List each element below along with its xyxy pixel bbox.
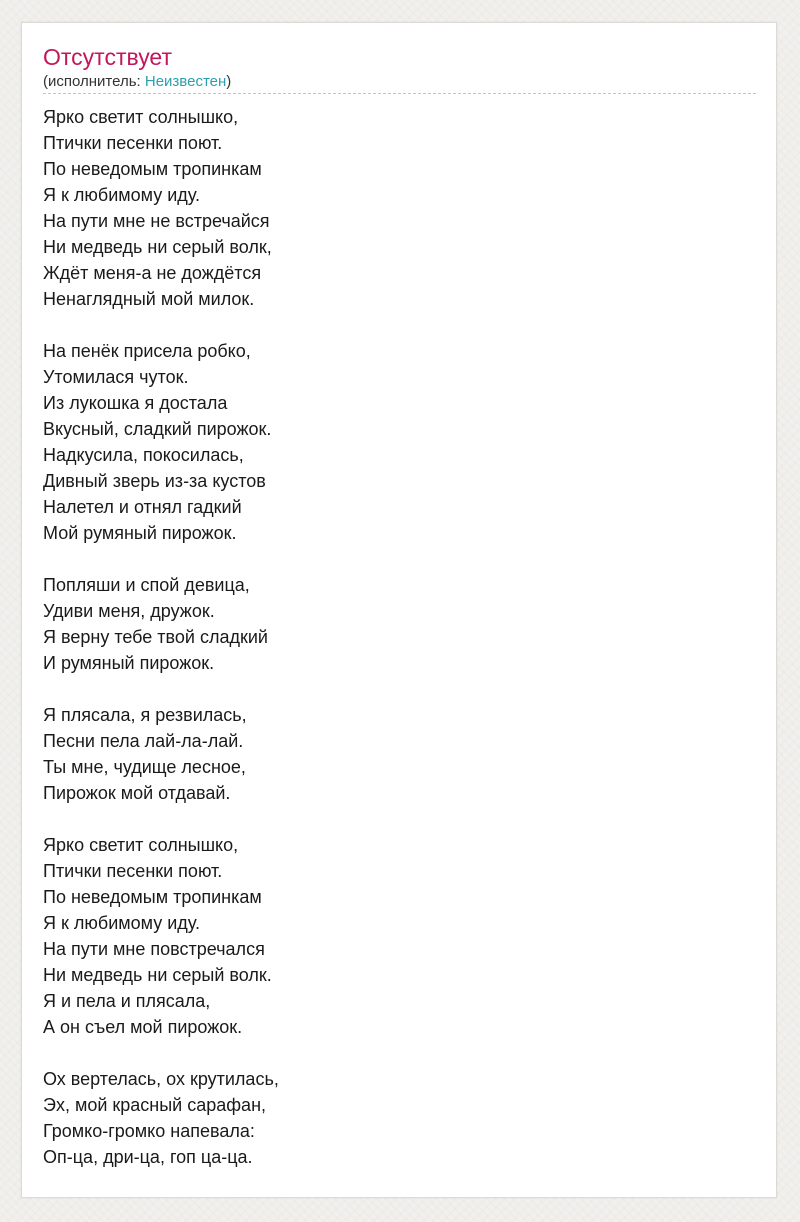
- lyrics-line: Птички песенки поют.: [43, 861, 223, 881]
- lyrics-line: Я и пела и плясала,: [43, 991, 211, 1011]
- lyrics-line: На пенёк присела робко,: [43, 341, 251, 361]
- lyrics-line: А он съел мой пирожок.: [43, 1017, 243, 1037]
- lyrics-line: Ненаглядный мой милок.: [43, 289, 255, 309]
- lyrics-line: Пирожок мой отдавай.: [43, 783, 231, 803]
- lyrics-line: Удиви меня, дружок.: [43, 601, 215, 621]
- lyrics-line: Я плясала, я резвилась,: [43, 705, 247, 725]
- lyrics-stanza: [43, 702, 743, 806]
- lyrics-line: Ждёт меня-а не дождётся: [43, 263, 262, 283]
- lyrics-line: И румяный пирожок.: [43, 653, 215, 673]
- artist-link[interactable]: Неизвестен: [144, 73, 227, 90]
- lyrics-stanza: [43, 338, 743, 546]
- lyrics-line: Из лукошка я достала: [43, 393, 228, 413]
- lyrics-line: Ярко светит солнышко,: [43, 107, 239, 127]
- lyrics-line: Я к любимому иду.: [43, 185, 200, 205]
- title-divider: [43, 93, 756, 94]
- lyrics-stanza: [43, 104, 743, 312]
- lyrics-line: Я верну тебе твой сладкий: [43, 627, 268, 647]
- lyrics-line: Попляши и спой девица,: [43, 575, 250, 595]
- lyrics-line: По неведомым тропинкам: [43, 159, 262, 179]
- lyrics-line: Надкусила, покосилась,: [43, 445, 244, 465]
- lyrics-line: Налетел и отнял гадкий: [43, 497, 242, 517]
- lyrics-line: Птички песенки поют.: [43, 133, 223, 153]
- lyrics-line: Оп-ца, дри-ца, гоп ца-ца.: [43, 1147, 253, 1167]
- lyrics-line: Ты мне, чудище лесное,: [43, 757, 246, 777]
- artist-prefix: (исполнитель:: [43, 73, 145, 90]
- lyrics-line: Ох вертелась, ох крутилась,: [43, 1069, 279, 1089]
- lyrics-line: Громко-громко напевала:: [43, 1121, 255, 1141]
- lyrics-line: Мой румяный пирожок.: [43, 523, 237, 543]
- lyrics-body: [43, 104, 743, 1196]
- lyrics-line: Ярко светит солнышко,: [43, 835, 239, 855]
- lyrics-line: Песни пела лай-ла-лай.: [43, 731, 244, 751]
- lyrics-stanza: [43, 832, 743, 1040]
- lyrics-line: Дивный зверь из-за кустов: [43, 471, 266, 491]
- lyrics-card: [21, 22, 777, 1198]
- lyrics-line: Эх, мой красный сарафан,: [43, 1095, 267, 1115]
- lyrics-line: На пути мне повстречался: [43, 939, 265, 959]
- artist-suffix: ): [226, 73, 232, 90]
- lyrics-line: Утомилася чуток.: [43, 367, 189, 387]
- lyrics-line: По неведомым тропинкам: [43, 887, 262, 907]
- lyrics-line: Я к любимому иду.: [43, 913, 200, 933]
- lyrics-stanza: [43, 572, 743, 676]
- lyrics-line: Ни медведь ни серый волк.: [43, 965, 272, 985]
- lyrics-stanza: [43, 1066, 743, 1170]
- lyrics-line: Вкусный, сладкий пирожок.: [43, 419, 272, 439]
- song-title: Отсутствует: [43, 44, 172, 70]
- artist-line: [43, 73, 231, 91]
- lyrics-line: На пути мне не встречайся: [43, 211, 270, 231]
- lyrics-line: Ни медведь ни серый волк,: [43, 237, 272, 257]
